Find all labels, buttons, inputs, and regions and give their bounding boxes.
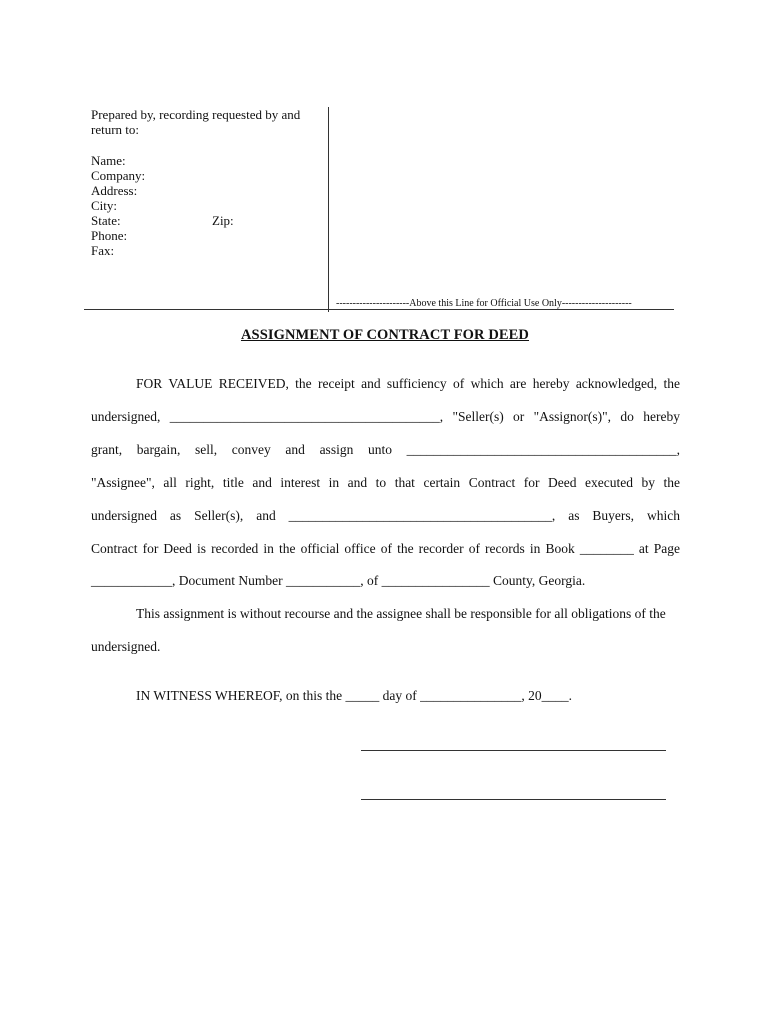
prepared-by-intro — [91, 107, 321, 137]
fax-label: Fax: — [91, 243, 115, 258]
body-line-9: undersigned. — [91, 639, 161, 654]
phone-label: Phone: — [91, 228, 128, 243]
body-line-6: Contract for Deed is recorded in the official office of the recorder of records in Book ________ at Page — [91, 541, 680, 556]
header-vertical-divider — [328, 107, 329, 312]
body-line-7: ____________, Document Number ___________, of ________________ County, Georgia. — [91, 573, 586, 588]
body-line-2: undersigned, ________________________________________, "Seller(s) or "Assignor(s)", do hereby — [91, 409, 680, 424]
official-use-line: ----------------------Above this Line for Official Use Only--------------------- — [336, 298, 632, 309]
city-label: City: — [91, 198, 118, 213]
body-line-3: grant, bargain, sell, convey and assign unto ________________________________________, — [91, 442, 680, 457]
prepared-by-block — [91, 107, 321, 258]
body-line-5: undersigned as Seller(s), and _______________________________________, as Buyers, which — [91, 508, 680, 523]
name-label: Name: — [91, 153, 126, 168]
company-label: Company: — [91, 168, 146, 183]
signature-line-2 — [361, 799, 666, 800]
document-title: ASSIGNMENT OF CONTRACT FOR DEED — [240, 327, 530, 343]
prepared-by-line-2: return to: — [91, 122, 140, 137]
witness-line: IN WITNESS WHEREOF, on this the _____ day of _______________, 20____. — [136, 688, 573, 703]
header-horizontal-divider — [84, 309, 674, 310]
body-line-1: FOR VALUE RECEIVED, the receipt and sufficiency of which are hereby acknowledged, the — [136, 376, 680, 391]
state-zip-row — [91, 213, 321, 228]
body-line-4: "Assignee", all right, title and interest in and to that certain Contract for Deed executed by the — [91, 475, 680, 490]
address-label: Address: — [91, 183, 138, 198]
zip-label: Zip: — [212, 213, 234, 228]
state-label: State: — [91, 213, 121, 228]
signature-line-1 — [361, 750, 666, 751]
prepared-by-line-1: Prepared by, recording requested by and — [91, 107, 301, 122]
body-line-8: This assignment is without recourse and the assignee shall be responsible for all obligations of the — [136, 606, 666, 621]
